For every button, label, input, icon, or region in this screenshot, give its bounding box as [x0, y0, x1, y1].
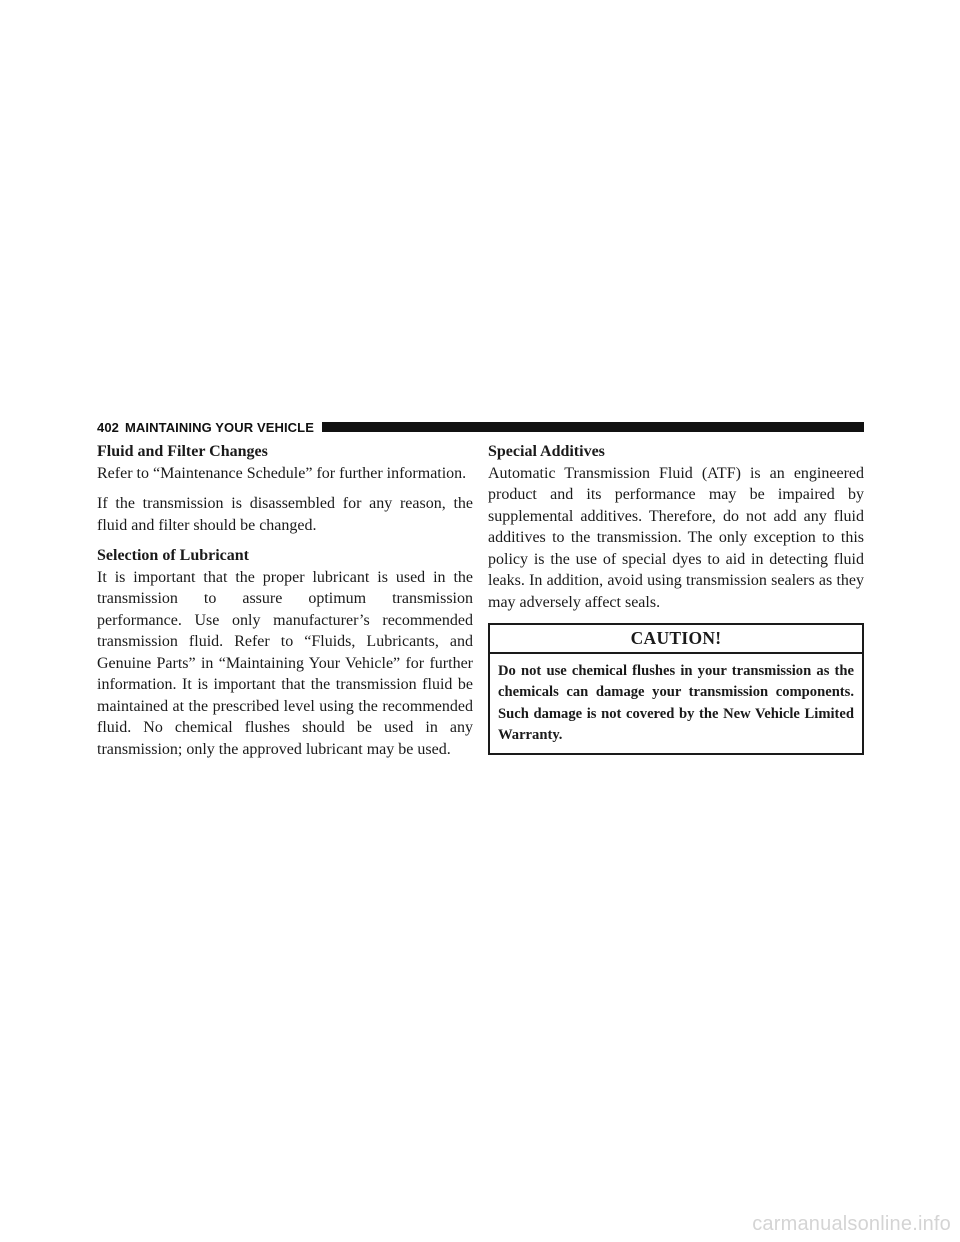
fluid-filter-para-1: Refer to “Maintenance Schedule” for further information.	[97, 464, 467, 482]
section-title: MAINTAINING YOUR VEHICLE	[125, 419, 314, 435]
fluid-filter-para-2: If the transmission is disassembled for any reason, the fluid and filter should be changed.	[97, 495, 473, 534]
additives-heading: Special Additives	[488, 443, 605, 460]
fluid-filter-heading: Fluid and Filter Changes	[97, 443, 268, 460]
page-header	[97, 418, 864, 436]
page-number: 402	[97, 419, 119, 435]
additives-para-1: Automatic Transmission Fluid (ATF) is an engineered product and its performance may be impaired by supplemental additives. Therefore, do not add any fluid additives to the transmission. The only exception to this policy is the use of special dyes to aid in detecting fluid leaks. In addition, avoid using transmission sealers as they may adversely affect seals.	[488, 464, 864, 611]
caution-title: CAUTION!	[490, 625, 862, 654]
lubricant-heading: Selection of Lubricant	[97, 547, 249, 564]
caution-box	[488, 623, 864, 755]
left-column	[97, 441, 473, 769]
watermark: carmanualsonline.info	[752, 1213, 951, 1235]
right-column	[488, 441, 864, 755]
header-label	[97, 420, 322, 435]
header-rule	[322, 422, 864, 432]
caution-body: Do not use chemical flushes in your transmission as the chemicals can damage your transmission components. Such damage is not covered by the New Vehicle Limited Warranty.	[498, 662, 854, 743]
lubricant-para-1: It is important that the proper lubricant is used in the transmission to assure optimum transmission performance. Use only manufacturer’s recommended transmission fluid. Refer to “Fluids, Lubricants, and Genuine Parts” in “Maintaining Your Vehicle” for further information. It is important that the transmission fluid be maintained at the prescribed level using the recommended fluid. No chemical flushes should be used in any transmission; only the approved lubricant may be used.	[97, 568, 473, 758]
